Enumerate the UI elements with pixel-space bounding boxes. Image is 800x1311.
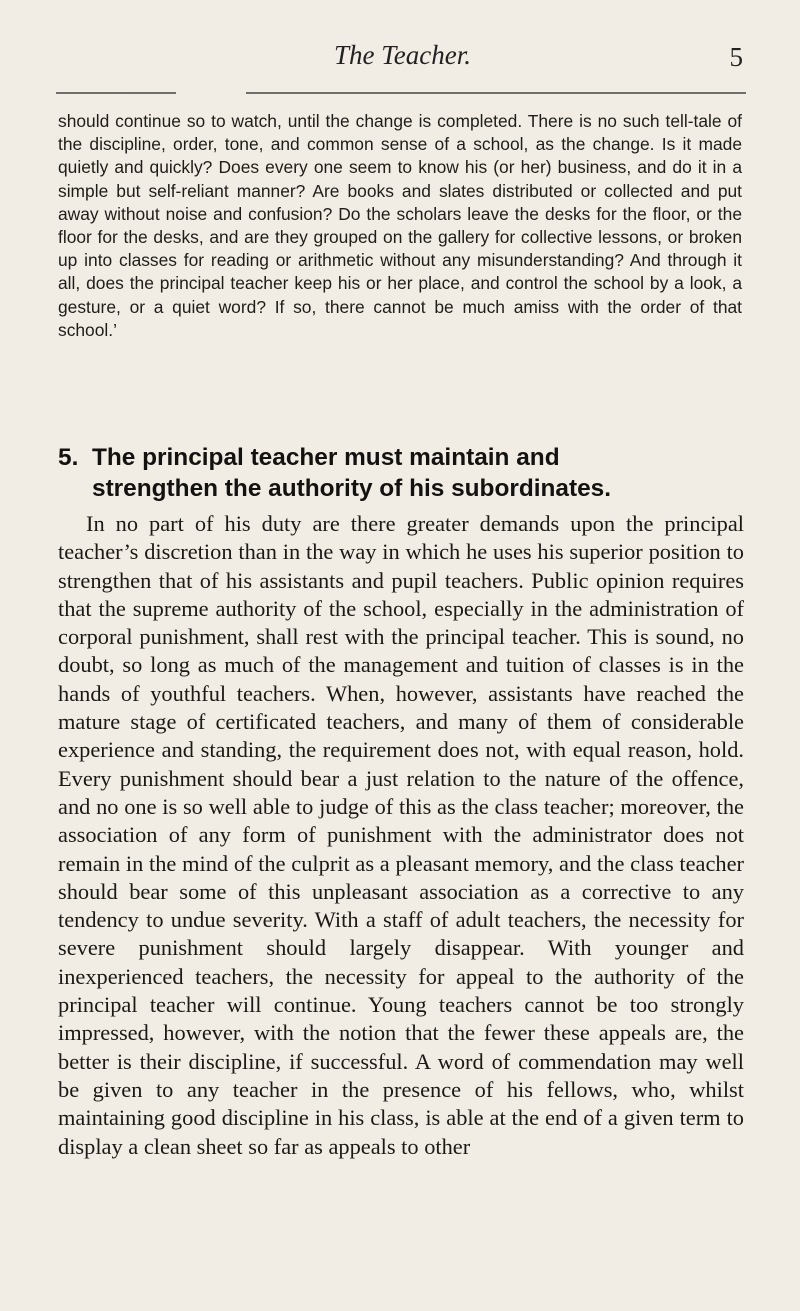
quoted-paragraph: should continue so to watch, until the change is completed. There is no such tell-tale of the discipline, order, tone, and common sense of a school, as the change. Is it made quietly and quickly? Does every one seem to know his (or her) business, and do it in a simple but self-reliant manner? Are books and slates distributed or collected and put away without noise and confusion? Do the scholars leave the desks for the floor, or the floor for the desks, and are they grouped on the gallery for collective lessons, or broken up into classes for reading or arithmetic without any misunderstanding? And through it all, does the principal teacher keep his or her place, and control the school by a look, a gesture, or a quiet word? If so, there cannot be much amiss with the order of that school.’	[58, 111, 742, 340]
section-heading-line-1	[58, 442, 748, 473]
header-rule	[56, 92, 746, 94]
section-heading-line-2: strengthen the authority of his subordinates.	[92, 475, 612, 502]
section-body-paragraph: In no part of his duty are there greater demands upon the principal teacher’s discretion than in the way in which he uses his superior position to strengthen that of his assistants and pupil teachers. Public opinion requires that the supreme authority of the school, especially in the administration of corporal punishment, shall rest with the principal teacher. This is sound, no doubt, so long as much of the management and tuition of classes is in the hands of youthful teachers. When, however, assistants have reached the mature stage of certificated teachers, and many of them of considerable experience and standing, the requirement does not, with equal reason, hold. Every punishment should bear a just relation to the nature of the offence, and no one is so well able to judge of this as the class teacher; moreover, the association of any form of punishment with the administrator does not remain in the mind of the culprit as a pleasant memory, and the class teacher should bear some of this unpleasant association as a corrective to any tendency to undue severity. With a staff of adult teachers, the necessity for severe punishment should largely disappear. With younger and inexperienced teachers, the necessity for appeal to the authority of the principal teacher will continue. Young teachers cannot be too strongly impressed, however, with the notion that the fewer these appeals are, the better is their discipline, if successful. A word of commendation may well be given to any teacher in the presence of his fellows, who, whilst maintaining good discipline in his class, is able at the end of a given term to display a clean sheet so far as appeals to other	[58, 511, 744, 1159]
section-heading-text-1: The principal teacher must maintain and	[92, 444, 560, 471]
section-heading	[58, 442, 748, 504]
running-head	[60, 38, 745, 78]
running-title: The Teacher.	[333, 40, 471, 70]
section-number: 5.	[58, 444, 79, 471]
page-number: 5	[729, 42, 743, 72]
